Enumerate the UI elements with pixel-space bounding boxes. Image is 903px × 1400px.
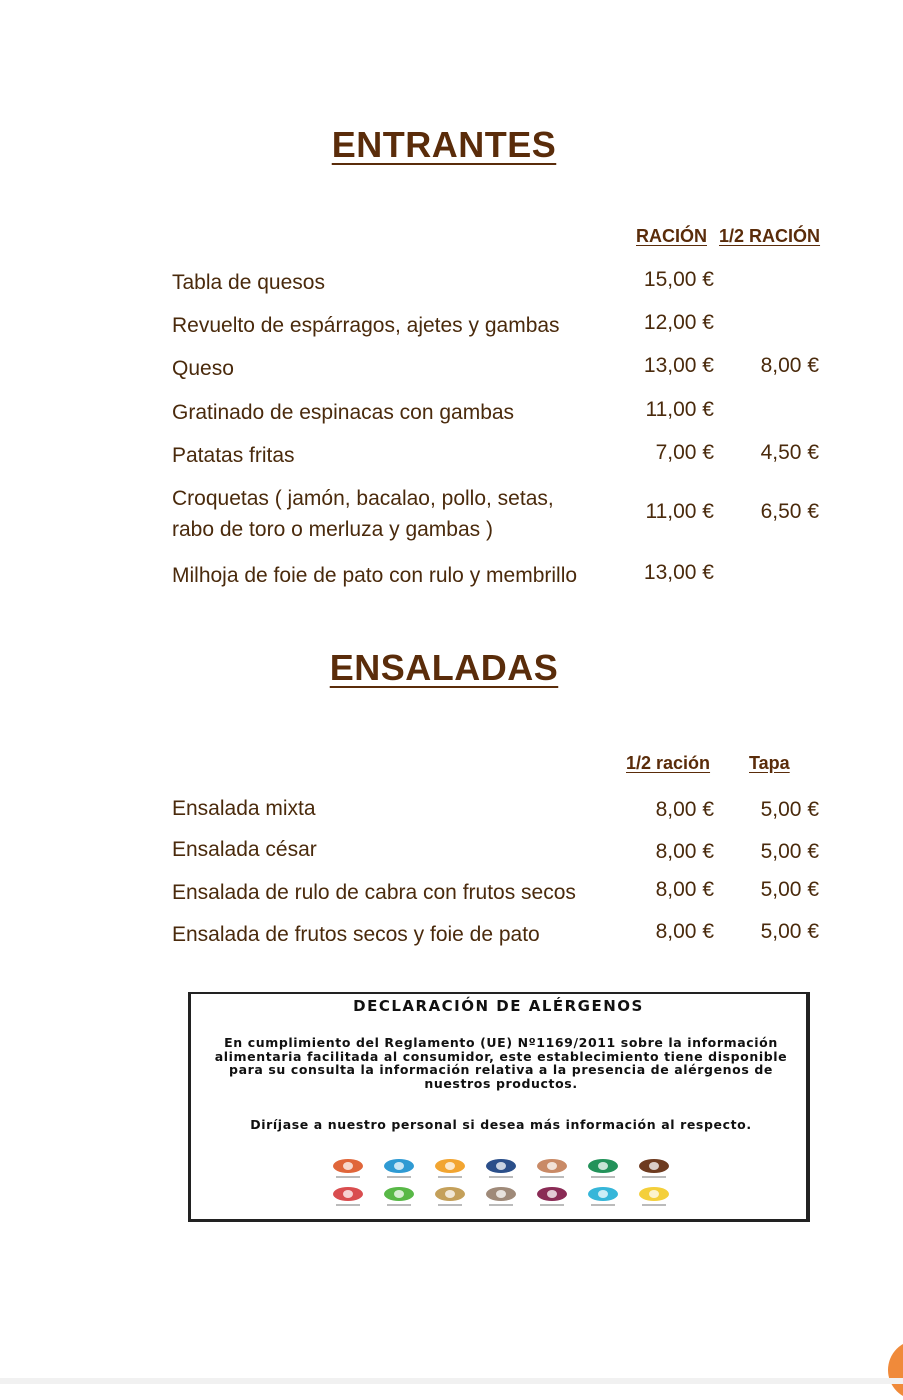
celery-badge [384, 1187, 414, 1201]
menu-item-price-media-racion: 8,00 € [655, 840, 714, 863]
nuts-badge [333, 1187, 363, 1201]
column-header-tapa: Tapa [749, 753, 790, 773]
sulphites-icon [535, 1187, 569, 1213]
menu-item-price-media-racion: 8,00 € [760, 354, 819, 377]
peanuts-icon [535, 1159, 569, 1185]
column-header-media-racion: 1/2 ración [626, 753, 711, 773]
gluten-icon [331, 1159, 365, 1185]
allergen-title: DECLARACIÓN DE ALÉRGENOS [353, 997, 644, 1015]
menu-item-price-racion: 11,00 € [645, 500, 714, 523]
fish-icon [484, 1159, 518, 1185]
menu-item-name: Ensalada mixta [172, 797, 316, 820]
allergen-caption [438, 1176, 462, 1178]
sulphites-badge [537, 1187, 567, 1201]
bottom-divider [0, 1378, 903, 1384]
allergen-caption [489, 1204, 513, 1206]
menu-item-name: Ensalada césar [172, 838, 317, 861]
allergen-icons-row-1 [331, 1159, 671, 1185]
allergen-icons-row-2 [331, 1187, 671, 1213]
crustaceans-icon [382, 1159, 416, 1185]
gluten-badge [333, 1159, 363, 1173]
menu-item-name: Tabla de quesos [172, 271, 325, 294]
menu-item-name: Ensalada de rulo de cabra con frutos secos [172, 881, 576, 904]
soy-badge [588, 1159, 618, 1173]
menu-item-name: Revuelto de espárragos, ajetes y gambas [172, 314, 560, 337]
milk-badge [639, 1159, 669, 1173]
crustaceans-badge [384, 1159, 414, 1173]
menu-item-price-racion: 12,00 € [643, 311, 714, 334]
menu-item-price-tapa: 5,00 € [760, 920, 819, 943]
eggs-badge [435, 1159, 465, 1173]
scroll-button-edge[interactable] [888, 1340, 903, 1400]
allergen-caption [540, 1176, 564, 1178]
column-header-media-racion: 1/2 RACIÓN [719, 226, 821, 246]
mustard-icon [433, 1187, 467, 1213]
milk-icon [637, 1159, 671, 1185]
allergen-caption [642, 1204, 666, 1206]
menu-item-price-tapa: 5,00 € [760, 840, 819, 863]
allergen-caption [336, 1176, 360, 1178]
menu-item-price-media-racion: 8,00 € [655, 878, 714, 901]
menu-item-name: Queso [172, 357, 234, 380]
allergen-caption [336, 1204, 360, 1206]
molluscs-icon [637, 1187, 671, 1213]
allergen-declaration-box [188, 992, 810, 1222]
menu-item-price-racion: 11,00 € [645, 398, 714, 421]
allergen-caption [387, 1204, 411, 1206]
menu-item-price-media-racion: 8,00 € [655, 920, 714, 943]
allergen-contact-text: Diríjase a nuestro personal si desea más información al respecto. [250, 1117, 752, 1132]
menu-item-name: Patatas fritas [172, 444, 295, 467]
column-header-racion: RACIÓN [636, 226, 707, 246]
menu-item-price-tapa: 5,00 € [760, 878, 819, 901]
menu-item-price-racion: 13,00 € [643, 354, 714, 377]
menu-item-name-line2: rabo de toro o merluza y gambas ) [172, 518, 493, 541]
menu-item-name-line1: Croquetas ( jamón, bacalao, pollo, setas, [172, 487, 554, 510]
allergen-regulation-text: En cumplimiento del Reglamento (UE) Nº1169/2011 sobre la información alimentaria facilitada al consumidor, este establecimiento tiene disponible para su consulta la información relativa a la presencia de alérgenos de nuestros productos. [214, 1035, 788, 1091]
menu-item-price-racion: 13,00 € [643, 561, 714, 584]
section-title-ensaladas: ENSALADAS [329, 647, 559, 688]
nuts-icon [331, 1187, 365, 1213]
menu-item-price-media-racion: 6,50 € [760, 500, 819, 523]
peanuts-badge [537, 1159, 567, 1173]
menu-item-price-tapa: 5,00 € [760, 798, 819, 821]
sesame-icon [484, 1187, 518, 1213]
celery-icon [382, 1187, 416, 1213]
allergen-caption [642, 1176, 666, 1178]
allergen-caption [591, 1204, 615, 1206]
allergen-caption [489, 1176, 513, 1178]
eggs-icon [433, 1159, 467, 1185]
soy-icon [586, 1159, 620, 1185]
molluscs-badge [639, 1187, 669, 1201]
menu-item-price-racion: 15,00 € [643, 268, 714, 291]
fish-badge [486, 1159, 516, 1173]
lupin-badge [588, 1187, 618, 1201]
sesame-badge [486, 1187, 516, 1201]
lupin-icon [586, 1187, 620, 1213]
allergen-caption [591, 1176, 615, 1178]
menu-item-name: Ensalada de frutos secos y foie de pato [172, 923, 540, 946]
allergen-caption [387, 1176, 411, 1178]
menu-item-price-media-racion: 4,50 € [760, 441, 819, 464]
mustard-badge [435, 1187, 465, 1201]
menu-item-price-racion: 7,00 € [655, 441, 714, 464]
menu-item-name: Milhoja de foie de pato con rulo y membrillo [172, 564, 578, 587]
allergen-caption [540, 1204, 564, 1206]
menu-item-name: Gratinado de espinacas con gambas [172, 401, 515, 424]
section-title-entrantes: ENTRANTES [331, 124, 557, 165]
menu-item-price-media-racion: 8,00 € [655, 798, 714, 821]
allergen-caption [438, 1204, 462, 1206]
